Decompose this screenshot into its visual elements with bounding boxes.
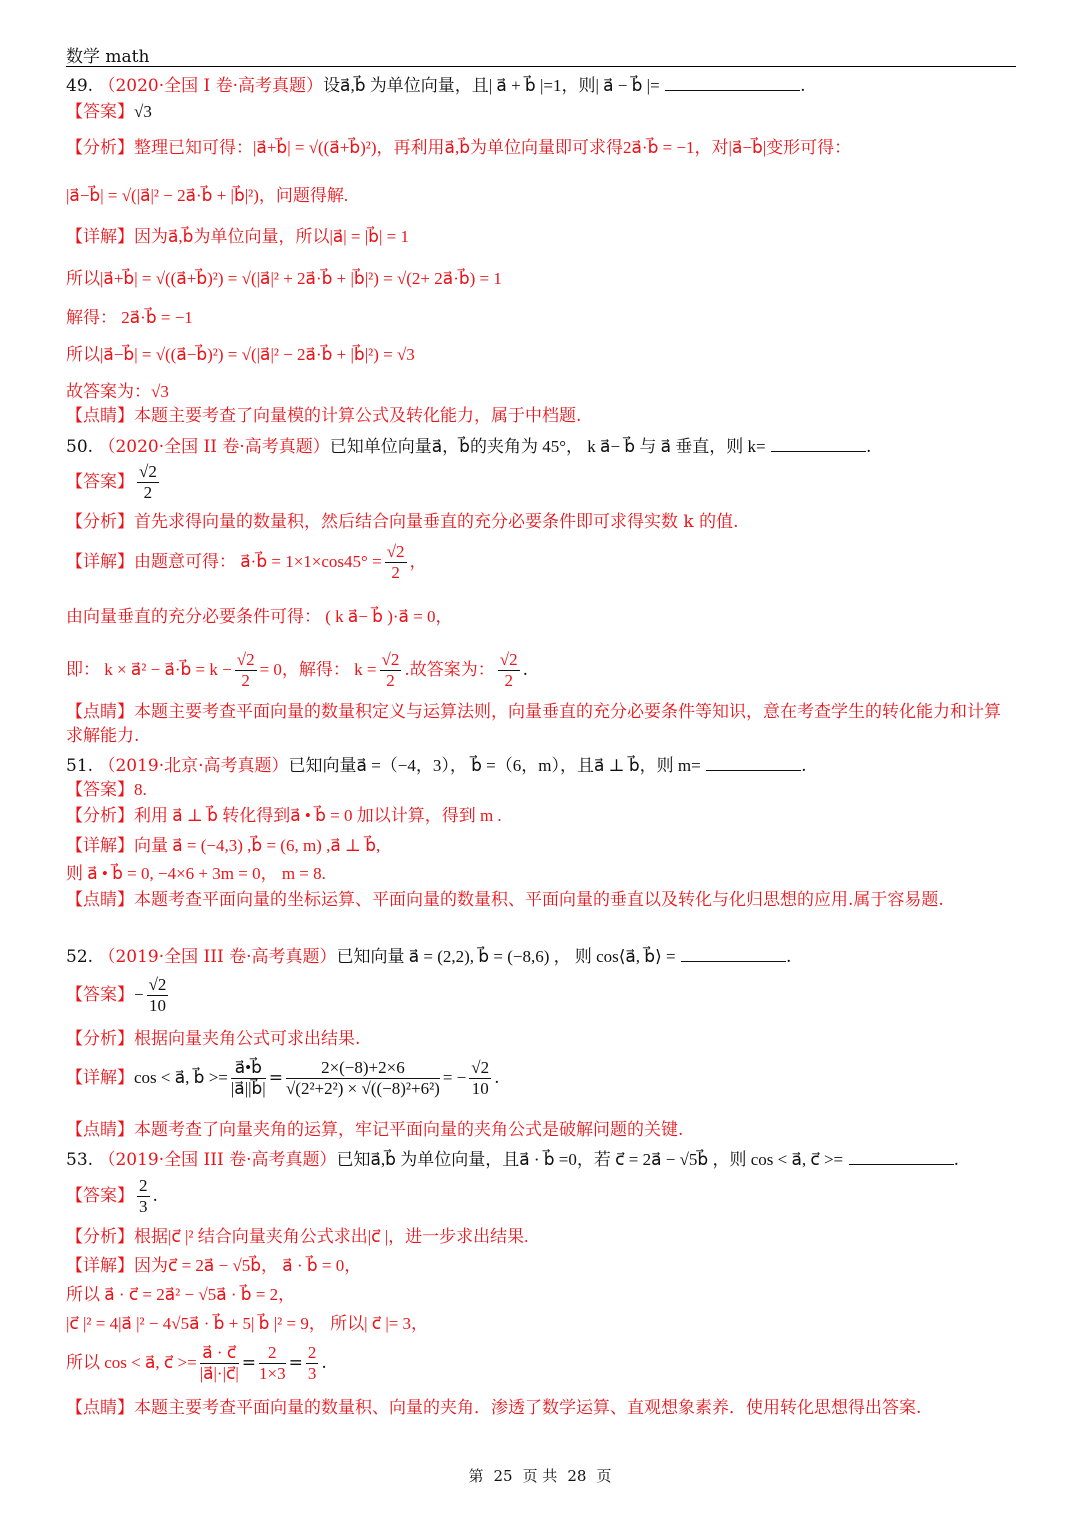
problem-50-question: 50. （2020·全国 II 卷·高考真题）已知单位向量a⃗，b⃗的夹角为 45°， k a⃗− b⃗ 与 a⃗ 垂直，则 k= . bbox=[66, 433, 871, 459]
problem-50-comment: 【点睛】本题主要考查平面向量的数量积定义与运算法则，向量垂直的充分必要条件等知识，意在考查学生的转化能力和计算求解能力. bbox=[66, 702, 1001, 746]
problem-51-answer: 【答案】8. bbox=[66, 780, 147, 800]
problem-49-analysis: 【分析】整理已知可得：|a⃗+b⃗| = √((a⃗+b⃗)²)，再利用a⃗,b⃗为单位向量即可求得2a⃗·b⃗ = −1，对|a⃗−b⃗|变形可得： bbox=[66, 138, 852, 158]
problem-49-answer: 【答案】√3 bbox=[66, 102, 152, 122]
problem-53-question: 53. （2019·全国 III 卷·高考真题）已知a⃗,b⃗ 为单位向量，且a⃗ · b⃗ =0，若 c⃗ = 2a⃗ − √5b⃗ ，则 cos < a⃗, c⃗ >= . bbox=[66, 1146, 959, 1172]
problem-53-detail-1: 【详解】因为c⃗ = 2a⃗ − √5b⃗， a⃗ · b⃗ = 0， bbox=[66, 1256, 362, 1276]
answer-fraction: $\frac{√2}{2}$ bbox=[139, 462, 157, 502]
problem-53-answer: 【答案】 $\frac{2}{3}$ . bbox=[66, 1176, 158, 1216]
problem-51-question: 51. （2019·北京·高考真题）已知向量a⃗ =（−4，3）， b⃗ =（6，m），且a⃗ ⊥ b⃗，则 m= . bbox=[66, 752, 807, 778]
problem-53-detail-2: 所以 a⃗ · c⃗ = 2a⃗² − √5a⃗ · b⃗ = 2， bbox=[66, 1285, 296, 1304]
answer-blank bbox=[706, 752, 801, 771]
problem-52-question: 52. （2019·全国 III 卷·高考真题）已知向量 a⃗ = (2,2), b⃗ = (−8,6) ， 则 cos⟨a⃗, b⃗⟩ = . bbox=[66, 943, 791, 969]
problem-53-analysis: 【分析】根据|c⃗ |² 结合向量夹角公式求出|c⃗ |，进一步求出结果. bbox=[66, 1227, 529, 1247]
answer-blank bbox=[771, 433, 866, 452]
problem-51-comment: 【点睛】本题考查平面向量的坐标运算、平面向量的数量积、平面向量的垂直以及转化与化归思想的应用.属于容易题. bbox=[66, 890, 944, 910]
problem-52-comment: 【点睛】本题考查了向量夹角的运算，牢记平面向量的夹角公式是破解问题的关键. bbox=[66, 1120, 684, 1140]
problem-49-detail-2: 所以|a⃗+b⃗| = √((a⃗+b⃗)²) = √(|a⃗|² + 2a⃗·b⃗ + |b⃗|²) = √(2+ 2a⃗·b⃗) = 1 bbox=[66, 269, 502, 288]
header-title: 数学 math bbox=[66, 47, 150, 67]
problem-53-detail-3: |c⃗ |² = 4|a⃗ |² − 4√5a⃗ · b⃗ + 5| b⃗ |² = 9， 所以| c⃗ |= 3， bbox=[66, 1314, 429, 1333]
problem-51-detail-1: 【详解】向量 a⃗ = (−4,3) ,b⃗ = (6, m) ,a⃗ ⊥ b⃗, bbox=[66, 836, 381, 856]
problem-49-question: 49. （2020·全国 I 卷·高考真题）设a⃗,b⃗ 为单位向量，且| a⃗ + b⃗ |=1，则| a⃗ − b⃗ |= . bbox=[66, 72, 805, 98]
page-number: 25 bbox=[493, 1467, 513, 1485]
problem-49-comment: 【点睛】本题主要考查了向量模的计算公式及转化能力，属于中档题. bbox=[66, 406, 582, 426]
problem-51-analysis: 【分析】利用 a⃗ ⊥ b⃗ 转化得到a⃗ • b⃗ = 0 加以计算，得到 m . bbox=[66, 806, 502, 826]
answer-blank bbox=[681, 943, 786, 962]
problem-53-comment: 【点睛】本题主要考查平面向量的数量积、向量的夹角．渗透了数学运算、直观想象素养．使用转化思想得出答案. bbox=[66, 1398, 922, 1418]
problem-50-detail-3: 即： k × a⃗² − a⃗·b⃗ = k − $\frac{√2}{2}$ = 0，解得： k = $\frac{√2}{2}$ .故答案为： $\frac{√2}{2}$ . bbox=[66, 650, 529, 690]
problem-49-analysis-2: |a⃗−b⃗| = √(|a⃗|² − 2a⃗·b⃗ + |b⃗|²)，问题得解. bbox=[66, 186, 349, 205]
problem-52-analysis: 【分析】根据向量夹角公式可求出结果. bbox=[66, 1029, 361, 1049]
problem-50-detail-2: 由向量垂直的充分必要条件可得： ( k a⃗− b⃗ )·a⃗ = 0， bbox=[66, 607, 453, 626]
answer-blank bbox=[849, 1146, 954, 1165]
problem-49-detail-3: 解得： 2a⃗·b⃗ = −1 bbox=[66, 308, 193, 327]
problem-52-answer: 【答案】− $\frac{√2}{10}$ bbox=[66, 975, 167, 1015]
problem-49-detail-5: 故答案为：√3 bbox=[66, 382, 169, 401]
problem-49-detail-4: 所以|a⃗−b⃗| = √((a⃗−b⃗)²) = √(|a⃗|² − 2a⃗·b⃗ + |b⃗|²) = √3 bbox=[66, 345, 415, 364]
problem-53-detail-4: 所以 cos < a⃗, c⃗ >= $\frac{a⃗ \cdot c⃗}{|a⃗|\cdot|c⃗|}$ = $\frac{2}{1\times 3}$ = $\frac{2}{3}$ . bbox=[66, 1343, 327, 1383]
page-total: 28 bbox=[567, 1467, 587, 1485]
problem-52-detail: 【详解】cos < a⃗, b⃗ >= $\frac{a⃗•b⃗}{|a⃗||b⃗|}$ = $\frac{2\times(-8)+2\times 6}{\text{√(2²+2²) × √((−8)²+6²)}}$ = − $\frac{√2}{10}$ . bbox=[66, 1058, 500, 1098]
problem-50-detail-1: 【详解】由题意可得： a⃗·b⃗ = 1×1×cos45° = $\frac{√2}{2}$ ， bbox=[66, 542, 427, 582]
problem-50-answer: 【答案】 $\frac{√2}{2}$ bbox=[66, 462, 157, 502]
problem-50-analysis: 【分析】首先求得向量的数量积，然后结合向量垂直的充分必要条件即可求得实数 k 的值. bbox=[66, 512, 739, 532]
page-header bbox=[66, 42, 1016, 67]
answer-blank bbox=[665, 72, 800, 91]
problem-51-detail-2: 则 a⃗ • b⃗ = 0, −4×6 + 3m = 0， m = 8. bbox=[66, 864, 326, 883]
problem-49-detail-1: 【详解】因为a⃗,b⃗为单位向量，所以|a⃗| = |b⃗| = 1 bbox=[66, 227, 409, 247]
page-footer: 第 25 页 共 28 页 bbox=[468, 1467, 612, 1485]
